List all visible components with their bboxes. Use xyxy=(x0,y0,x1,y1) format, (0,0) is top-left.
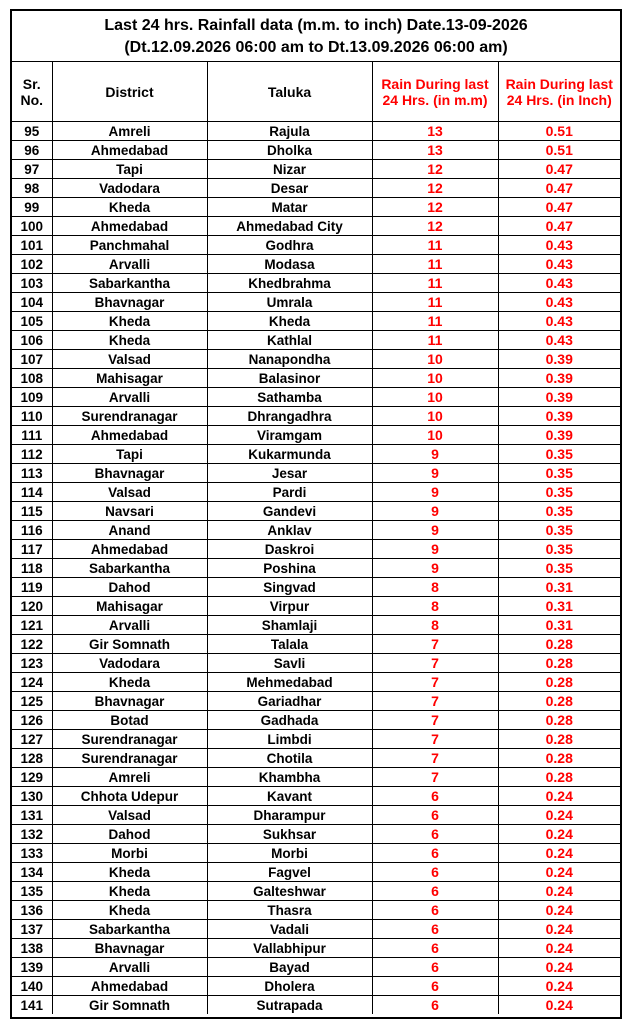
sr-no-cell: 101 xyxy=(12,236,52,255)
rain-mm-cell: 12 xyxy=(372,179,498,198)
taluka-cell: Balasinor xyxy=(207,369,372,388)
sr-no-cell: 140 xyxy=(12,977,52,996)
taluka-cell: Fagvel xyxy=(207,863,372,882)
col-header-rain-mm: Rain During last 24 Hrs. (in m.m) xyxy=(372,62,498,122)
sr-no-cell: 110 xyxy=(12,407,52,426)
district-cell: Gir Somnath xyxy=(52,635,207,654)
rain-mm-cell: 10 xyxy=(372,369,498,388)
rain-mm-cell: 12 xyxy=(372,160,498,179)
rain-inch-cell: 0.35 xyxy=(498,483,620,502)
taluka-cell: Singvad xyxy=(207,578,372,597)
rain-inch-cell: 0.39 xyxy=(498,388,620,407)
sr-no-cell: 134 xyxy=(12,863,52,882)
table-row xyxy=(12,521,620,540)
taluka-cell: Jesar xyxy=(207,464,372,483)
rain-inch-cell: 0.28 xyxy=(498,654,620,673)
district-cell: Chhota Udepur xyxy=(52,787,207,806)
rain-inch-cell: 0.24 xyxy=(498,977,620,996)
sr-no-cell: 141 xyxy=(12,996,52,1015)
rain-mm-cell: 11 xyxy=(372,274,498,293)
district-cell: Ahmedabad xyxy=(52,977,207,996)
taluka-cell: Dhrangadhra xyxy=(207,407,372,426)
table-row xyxy=(12,236,620,255)
sr-no-cell: 127 xyxy=(12,730,52,749)
rain-mm-cell: 10 xyxy=(372,350,498,369)
table-row xyxy=(12,464,620,483)
taluka-cell: Desar xyxy=(207,179,372,198)
rain-mm-cell: 9 xyxy=(372,559,498,578)
rain-inch-cell: 0.24 xyxy=(498,920,620,939)
rain-mm-cell: 6 xyxy=(372,939,498,958)
table-row xyxy=(12,540,620,559)
table-row xyxy=(12,768,620,787)
col-header-district: District xyxy=(52,62,207,122)
rain-inch-cell: 0.51 xyxy=(498,141,620,160)
rain-mm-cell: 7 xyxy=(372,654,498,673)
district-cell: Navsari xyxy=(52,502,207,521)
taluka-cell: Matar xyxy=(207,198,372,217)
table-body xyxy=(12,122,620,1015)
taluka-cell: Kathlal xyxy=(207,331,372,350)
sr-no-cell: 97 xyxy=(12,160,52,179)
rain-mm-cell: 8 xyxy=(372,616,498,635)
taluka-cell: Nizar xyxy=(207,160,372,179)
district-cell: Vadodara xyxy=(52,654,207,673)
rain-mm-cell: 10 xyxy=(372,426,498,445)
table-row xyxy=(12,730,620,749)
table-row xyxy=(12,920,620,939)
rain-mm-cell: 8 xyxy=(372,597,498,616)
district-cell: Surendranagar xyxy=(52,730,207,749)
rain-mm-cell: 6 xyxy=(372,787,498,806)
district-cell: Sabarkantha xyxy=(52,920,207,939)
district-cell: Ahmedabad xyxy=(52,540,207,559)
taluka-cell: Vallabhipur xyxy=(207,939,372,958)
taluka-cell: Shamlaji xyxy=(207,616,372,635)
sr-no-cell: 124 xyxy=(12,673,52,692)
taluka-cell: Umrala xyxy=(207,293,372,312)
taluka-cell: Gariadhar xyxy=(207,692,372,711)
taluka-cell: Galteshwar xyxy=(207,882,372,901)
taluka-cell: Kheda xyxy=(207,312,372,331)
taluka-cell: Anklav xyxy=(207,521,372,540)
rain-mm-cell: 9 xyxy=(372,445,498,464)
sr-no-cell: 131 xyxy=(12,806,52,825)
rain-inch-cell: 0.24 xyxy=(498,863,620,882)
table-row xyxy=(12,578,620,597)
taluka-cell: Sukhsar xyxy=(207,825,372,844)
taluka-cell: Gandevi xyxy=(207,502,372,521)
table-row xyxy=(12,597,620,616)
district-cell: Mahisagar xyxy=(52,597,207,616)
table-row xyxy=(12,217,620,236)
rain-inch-cell: 0.31 xyxy=(498,616,620,635)
table-row xyxy=(12,445,620,464)
rain-inch-cell: 0.24 xyxy=(498,825,620,844)
district-cell: Sabarkantha xyxy=(52,274,207,293)
rain-mm-cell: 6 xyxy=(372,958,498,977)
rain-inch-cell: 0.43 xyxy=(498,312,620,331)
table-row xyxy=(12,749,620,768)
taluka-cell: Gadhada xyxy=(207,711,372,730)
taluka-cell: Sutrapada xyxy=(207,996,372,1015)
sr-no-cell: 119 xyxy=(12,578,52,597)
table-row xyxy=(12,198,620,217)
taluka-cell: Nanapondha xyxy=(207,350,372,369)
district-cell: Kheda xyxy=(52,901,207,920)
rain-inch-cell: 0.24 xyxy=(498,787,620,806)
district-cell: Kheda xyxy=(52,198,207,217)
district-cell: Vadodara xyxy=(52,179,207,198)
rain-mm-cell: 9 xyxy=(372,521,498,540)
taluka-cell: Khedbrahma xyxy=(207,274,372,293)
district-cell: Surendranagar xyxy=(52,749,207,768)
sr-no-cell: 107 xyxy=(12,350,52,369)
rain-inch-cell: 0.51 xyxy=(498,122,620,141)
taluka-cell: Dharampur xyxy=(207,806,372,825)
district-cell: Dahod xyxy=(52,578,207,597)
sr-no-cell: 105 xyxy=(12,312,52,331)
sr-no-cell: 138 xyxy=(12,939,52,958)
title-line-1: Last 24 hrs. Rainfall data (m.m. to inch) Date.13-09-2026 xyxy=(104,17,528,34)
rain-mm-cell: 6 xyxy=(372,901,498,920)
rain-inch-cell: 0.28 xyxy=(498,768,620,787)
taluka-cell: Limbdi xyxy=(207,730,372,749)
taluka-cell: Savli xyxy=(207,654,372,673)
rainfall-table xyxy=(12,62,620,1014)
sr-no-cell: 103 xyxy=(12,274,52,293)
district-cell: Amreli xyxy=(52,122,207,141)
rain-inch-cell: 0.31 xyxy=(498,597,620,616)
table-row xyxy=(12,426,620,445)
sr-no-cell: 115 xyxy=(12,502,52,521)
district-cell: Gir Somnath xyxy=(52,996,207,1015)
sr-no-cell: 121 xyxy=(12,616,52,635)
rain-mm-cell: 7 xyxy=(372,692,498,711)
sr-no-cell: 123 xyxy=(12,654,52,673)
district-cell: Ahmedabad xyxy=(52,426,207,445)
rain-mm-cell: 11 xyxy=(372,293,498,312)
sr-no-cell: 116 xyxy=(12,521,52,540)
rain-inch-cell: 0.28 xyxy=(498,749,620,768)
rain-mm-cell: 10 xyxy=(372,388,498,407)
rain-inch-cell: 0.24 xyxy=(498,901,620,920)
rain-mm-cell: 11 xyxy=(372,236,498,255)
taluka-cell: Thasra xyxy=(207,901,372,920)
sr-no-cell: 111 xyxy=(12,426,52,445)
rainfall-sheet xyxy=(10,9,622,1019)
sr-no-cell: 120 xyxy=(12,597,52,616)
sr-no-cell: 114 xyxy=(12,483,52,502)
sr-no-cell: 136 xyxy=(12,901,52,920)
district-cell: Botad xyxy=(52,711,207,730)
rain-mm-cell: 9 xyxy=(372,464,498,483)
table-row xyxy=(12,293,620,312)
table-row xyxy=(12,160,620,179)
sr-no-cell: 106 xyxy=(12,331,52,350)
table-row xyxy=(12,179,620,198)
table-row xyxy=(12,407,620,426)
table-row xyxy=(12,559,620,578)
table-row xyxy=(12,901,620,920)
rain-inch-cell: 0.28 xyxy=(498,673,620,692)
district-cell: Tapi xyxy=(52,160,207,179)
table-row xyxy=(12,844,620,863)
table-row xyxy=(12,502,620,521)
taluka-cell: Viramgam xyxy=(207,426,372,445)
rain-inch-cell: 0.35 xyxy=(498,540,620,559)
sr-no-cell: 139 xyxy=(12,958,52,977)
rain-mm-cell: 7 xyxy=(372,749,498,768)
sr-no-cell: 102 xyxy=(12,255,52,274)
rain-inch-cell: 0.24 xyxy=(498,939,620,958)
district-cell: Arvalli xyxy=(52,958,207,977)
table-row xyxy=(12,255,620,274)
rain-inch-cell: 0.47 xyxy=(498,198,620,217)
district-cell: Bhavnagar xyxy=(52,464,207,483)
table-row xyxy=(12,977,620,996)
rain-inch-cell: 0.24 xyxy=(498,996,620,1015)
sr-no-cell: 132 xyxy=(12,825,52,844)
table-row xyxy=(12,882,620,901)
table-row xyxy=(12,274,620,293)
rain-mm-cell: 13 xyxy=(372,141,498,160)
rain-inch-cell: 0.28 xyxy=(498,730,620,749)
col-header-taluka: Taluka xyxy=(207,62,372,122)
sr-no-cell: 98 xyxy=(12,179,52,198)
table-row xyxy=(12,369,620,388)
rain-mm-cell: 10 xyxy=(372,407,498,426)
table-row xyxy=(12,331,620,350)
district-cell: Panchmahal xyxy=(52,236,207,255)
rain-inch-cell: 0.24 xyxy=(498,958,620,977)
rain-inch-cell: 0.28 xyxy=(498,635,620,654)
sr-no-cell: 137 xyxy=(12,920,52,939)
rain-inch-cell: 0.28 xyxy=(498,711,620,730)
rain-mm-cell: 12 xyxy=(372,198,498,217)
table-row xyxy=(12,388,620,407)
rain-mm-cell: 9 xyxy=(372,483,498,502)
rain-inch-cell: 0.39 xyxy=(498,369,620,388)
rain-inch-cell: 0.47 xyxy=(498,179,620,198)
sr-no-cell: 135 xyxy=(12,882,52,901)
district-cell: Surendranagar xyxy=(52,407,207,426)
district-cell: Anand xyxy=(52,521,207,540)
sr-no-cell: 113 xyxy=(12,464,52,483)
rain-inch-cell: 0.24 xyxy=(498,844,620,863)
sr-no-cell: 130 xyxy=(12,787,52,806)
table-row xyxy=(12,312,620,331)
sr-no-cell: 100 xyxy=(12,217,52,236)
sr-no-cell: 99 xyxy=(12,198,52,217)
district-cell: Mahisagar xyxy=(52,369,207,388)
taluka-cell: Dholka xyxy=(207,141,372,160)
rain-inch-cell: 0.24 xyxy=(498,806,620,825)
taluka-cell: Talala xyxy=(207,635,372,654)
table-row xyxy=(12,996,620,1015)
rain-mm-cell: 9 xyxy=(372,502,498,521)
district-cell: Kheda xyxy=(52,863,207,882)
table-row xyxy=(12,654,620,673)
taluka-cell: Ahmedabad City xyxy=(207,217,372,236)
sr-no-cell: 104 xyxy=(12,293,52,312)
taluka-cell: Sathamba xyxy=(207,388,372,407)
district-cell: Kheda xyxy=(52,331,207,350)
title-line-2: (Dt.12.09.2026 06:00 am to Dt.13.09.2026 06:00 am) xyxy=(124,39,508,56)
taluka-cell: Vadali xyxy=(207,920,372,939)
taluka-cell: Modasa xyxy=(207,255,372,274)
rain-inch-cell: 0.35 xyxy=(498,559,620,578)
rain-mm-cell: 6 xyxy=(372,996,498,1015)
rain-inch-cell: 0.43 xyxy=(498,293,620,312)
district-cell: Tapi xyxy=(52,445,207,464)
report-title xyxy=(12,11,620,62)
rain-mm-cell: 11 xyxy=(372,331,498,350)
sr-no-cell: 126 xyxy=(12,711,52,730)
taluka-cell: Daskroi xyxy=(207,540,372,559)
district-cell: Arvalli xyxy=(52,388,207,407)
col-header-sr: Sr. No. xyxy=(12,62,52,122)
taluka-cell: Kukarmunda xyxy=(207,445,372,464)
rain-inch-cell: 0.47 xyxy=(498,160,620,179)
table-row xyxy=(12,616,620,635)
rain-inch-cell: 0.35 xyxy=(498,502,620,521)
col-header-rain-inch: Rain During last 24 Hrs. (in Inch) xyxy=(498,62,620,122)
table-header-row xyxy=(12,62,620,122)
rain-mm-cell: 12 xyxy=(372,217,498,236)
rain-inch-cell: 0.31 xyxy=(498,578,620,597)
rain-mm-cell: 6 xyxy=(372,977,498,996)
district-cell: Arvalli xyxy=(52,616,207,635)
taluka-cell: Godhra xyxy=(207,236,372,255)
table-row xyxy=(12,863,620,882)
rain-inch-cell: 0.35 xyxy=(498,445,620,464)
district-cell: Bhavnagar xyxy=(52,293,207,312)
table-row xyxy=(12,122,620,141)
district-cell: Ahmedabad xyxy=(52,141,207,160)
rain-mm-cell: 6 xyxy=(372,806,498,825)
rain-mm-cell: 7 xyxy=(372,673,498,692)
rain-inch-cell: 0.35 xyxy=(498,521,620,540)
table-row xyxy=(12,958,620,977)
table-row xyxy=(12,635,620,654)
table-row xyxy=(12,787,620,806)
sr-no-cell: 128 xyxy=(12,749,52,768)
rain-mm-cell: 13 xyxy=(372,122,498,141)
district-cell: Valsad xyxy=(52,350,207,369)
table-row xyxy=(12,673,620,692)
rain-mm-cell: 11 xyxy=(372,312,498,331)
rain-inch-cell: 0.24 xyxy=(498,882,620,901)
sr-no-cell: 96 xyxy=(12,141,52,160)
rain-mm-cell: 7 xyxy=(372,730,498,749)
table-row xyxy=(12,825,620,844)
rain-mm-cell: 6 xyxy=(372,882,498,901)
sr-no-cell: 108 xyxy=(12,369,52,388)
table-row xyxy=(12,939,620,958)
rain-inch-cell: 0.28 xyxy=(498,692,620,711)
taluka-cell: Bayad xyxy=(207,958,372,977)
rain-mm-cell: 6 xyxy=(372,920,498,939)
rain-mm-cell: 6 xyxy=(372,844,498,863)
rain-inch-cell: 0.47 xyxy=(498,217,620,236)
taluka-cell: Dholera xyxy=(207,977,372,996)
sr-no-cell: 117 xyxy=(12,540,52,559)
sr-no-cell: 125 xyxy=(12,692,52,711)
taluka-cell: Virpur xyxy=(207,597,372,616)
district-cell: Kheda xyxy=(52,312,207,331)
rain-mm-cell: 7 xyxy=(372,768,498,787)
taluka-cell: Mehmedabad xyxy=(207,673,372,692)
sr-no-cell: 95 xyxy=(12,122,52,141)
rain-inch-cell: 0.43 xyxy=(498,274,620,293)
table-row xyxy=(12,483,620,502)
district-cell: Kheda xyxy=(52,673,207,692)
table-row xyxy=(12,711,620,730)
district-cell: Arvalli xyxy=(52,255,207,274)
taluka-cell: Poshina xyxy=(207,559,372,578)
rain-inch-cell: 0.43 xyxy=(498,236,620,255)
district-cell: Bhavnagar xyxy=(52,939,207,958)
taluka-cell: Morbi xyxy=(207,844,372,863)
table-row xyxy=(12,141,620,160)
rain-inch-cell: 0.35 xyxy=(498,464,620,483)
taluka-cell: Rajula xyxy=(207,122,372,141)
sr-no-cell: 133 xyxy=(12,844,52,863)
rain-inch-cell: 0.43 xyxy=(498,255,620,274)
rain-mm-cell: 7 xyxy=(372,635,498,654)
sr-no-cell: 112 xyxy=(12,445,52,464)
district-cell: Kheda xyxy=(52,882,207,901)
district-cell: Bhavnagar xyxy=(52,692,207,711)
rain-inch-cell: 0.39 xyxy=(498,426,620,445)
sr-no-cell: 109 xyxy=(12,388,52,407)
rain-mm-cell: 11 xyxy=(372,255,498,274)
rain-mm-cell: 7 xyxy=(372,711,498,730)
taluka-cell: Kavant xyxy=(207,787,372,806)
table-row xyxy=(12,350,620,369)
district-cell: Sabarkantha xyxy=(52,559,207,578)
rain-mm-cell: 8 xyxy=(372,578,498,597)
taluka-cell: Pardi xyxy=(207,483,372,502)
district-cell: Ahmedabad xyxy=(52,217,207,236)
sr-no-cell: 118 xyxy=(12,559,52,578)
rain-mm-cell: 6 xyxy=(372,825,498,844)
rain-mm-cell: 6 xyxy=(372,863,498,882)
district-cell: Valsad xyxy=(52,483,207,502)
rain-inch-cell: 0.39 xyxy=(498,350,620,369)
rain-mm-cell: 9 xyxy=(372,540,498,559)
table-row xyxy=(12,692,620,711)
taluka-cell: Chotila xyxy=(207,749,372,768)
district-cell: Amreli xyxy=(52,768,207,787)
table-row xyxy=(12,806,620,825)
district-cell: Dahod xyxy=(52,825,207,844)
taluka-cell: Khambha xyxy=(207,768,372,787)
district-cell: Valsad xyxy=(52,806,207,825)
sr-no-cell: 122 xyxy=(12,635,52,654)
district-cell: Morbi xyxy=(52,844,207,863)
sr-no-cell: 129 xyxy=(12,768,52,787)
rain-inch-cell: 0.39 xyxy=(498,407,620,426)
rain-inch-cell: 0.43 xyxy=(498,331,620,350)
